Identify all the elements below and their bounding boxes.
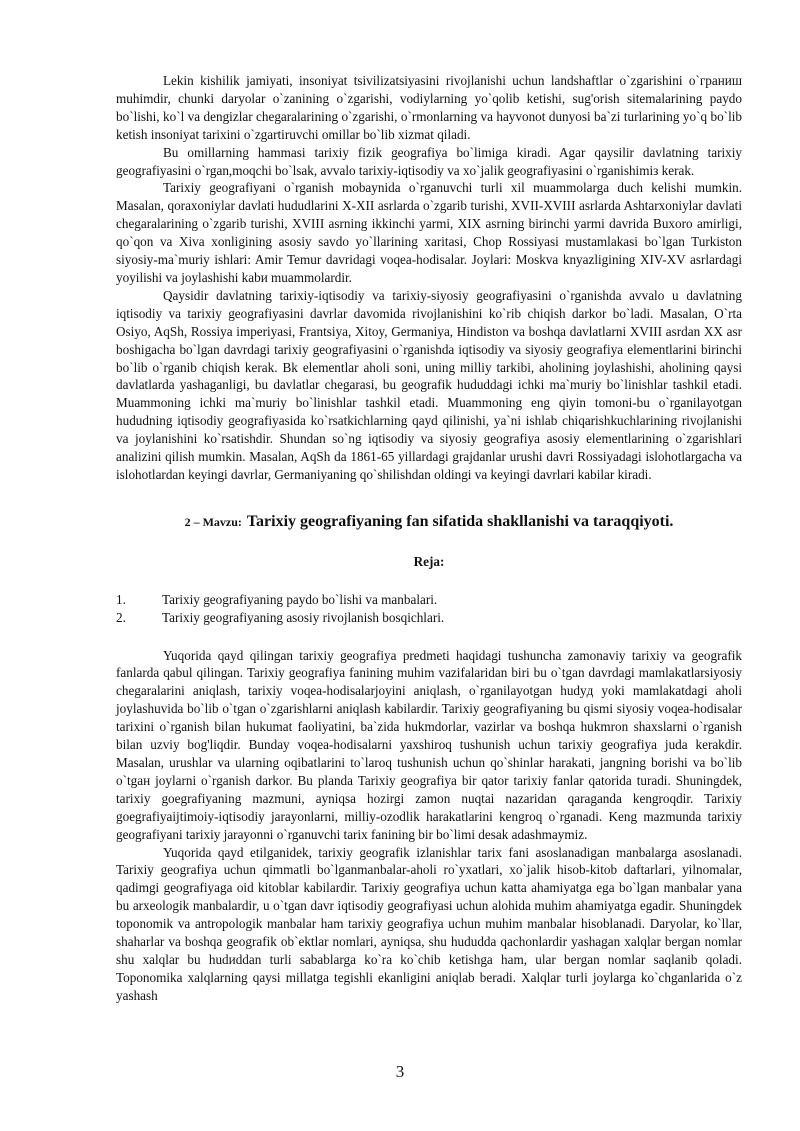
list-item-number: 1. (116, 591, 126, 607)
plan-list (116, 591, 742, 627)
plan-title: Reja: (413, 553, 445, 569)
topic-number: 2 – Mavzu: (184, 514, 242, 529)
paragraph: Tarixiy geografiyani o`rganish mobaynida o`rganuvchi turli xil muammolarga duch kelishi mumkin. Masalan, qoraxoniylar davlati hududlarini X-XII asrlarda o`zgarib turishi, XVII-XVIII asrlarda Ashtarxoniylar davlati chegaralarining o`zgarib turishi, XVIII asrning ikkinchi yarmi, XIX asrning birinchi yarmi davrida Buxoro amirligi, qo`qon va Xiva xonligining asosiy savdo yo`llarining xaritasi, Chop Rossiyasi mustamlakasi bo`lgan Turkiston siyosiy-ma`muriy ishlari: Amir Temur davridagi voqea-hodisalar. Joylari: Moskva knyazligining XIV-XV asrlardagi yoyilishi va joylashishi kabи muammolardir. (116, 180, 742, 285)
topic-heading (116, 509, 742, 533)
list-item-number: 2. (116, 609, 126, 625)
paragraph: Yuqorida qayd qilingan tarixiy geografiya predmeti haqidagi tushuncha zamonaviy tarixiy va geografik fanlarda qabul qilingan. Tarixiy geografiya fanining muhim vazifalaridan biri bu o`tgan davrdagi mamlakatlarsiyosiy chegaralarini aniqlash, tarixiy voqea-hodisalarjoyini aniqlash, o`rganilayotgan hudyд yoki mamlakatdagi aholi joylashuvida bo`lib o`tgan o`zgarishlarni aniqlash kabilardir. Tarixiy geografiyaning bu qismi siyosiy voqea-hodisalar tarixini o`rganish bilan hukumat faoliyatini, ba`zida hukmdorlar, vazirlar va boshqa hukmron shaxslarni o`rganish bilan uzviy bog'liqdir. Bunday voqea-hodisalarni yaxshiroq tushunish uchun tarixiy geografiya juda kerakdir. Masalan, urushlar va ularning oqibatlarini to`laroq tushunish uchun qo`shinlar harakati, jangning borishi va bo`lib o`tgaн joylarni o`rganish darkor. Bu planda Tarixiy geografiya bir qator tarixiy fanlar qatorida turadi. Shuningdek, tarixiy goegrafiyaning mazmuni, ayniqsa hozirgi zamon nuqtai nazaridan qaraganda kengroqdir. Tarixiy goegrafiyaijtimoiy-iqtisodiy jarayonlarni, milliy-ozodlik harakatlarini kengroq o`rganadi. Keng mazmunda tarixiy geografiyani tarixiy jarayonni o`rganuvchi tarix fanining bir bo`limi desak adashmaymiz. (116, 647, 742, 842)
list-item (116, 609, 742, 627)
paragraph: Qaysidir davlatning tarixiy-iqtisodiy va tarixiy-siyosiy geografiyasini o`rganishda avvalo u davlatning iqtisodiy va tarixiy geografiyasini davrlar davomida rivojlanishini ko`rib chiqish darkor bo`ladi. Masalan, O`rta Osiyo, AqSh, Rossiya imperiyasi, Frantsiya, Xitoy, Germaniya, Hindiston va boshqa davlatlarni XVIII asrdan XX asr boshigacha bo`lgan davrdagi tarixiy geografiyasini o`rganishda iqtisodiy va siyosiy geografiya elementlarini birinchi bo`lib o`rganib chiqish kerak. Bk elementlar aholi soni, uning milliy tarkibi, aholining joylashishi, aholining qaysi davlatlarda yashaganligi, bu davlatlar chegarasi, bu geografik hududdagi ichki ma`muriy bo`linishlar tashkil etadi. Muammoning ichki ma`muriy bo`linishlar tashkil etadi. Muammoning eng qiyin tomoni-bu o`rganilayotgan hududning iqtisodiy geografiyasida ko`rsatkichlarning qayd qilinishi, ya`ni ishlab chiqarishkuchlarining rivojlanishi va joylanishini ko`rsatishdir. Shundan so`ng iqtisodiy va siyosiy geografiya asosiy elementlarining o`zgarishlari analizini qilish mumkin. Masalan, AqSh da 1861-65 yillardagi grajdanlar urushi davri Rossiyadagi islohotlargacha va islohotlardan keyingi davrlar, Germaniyaning qo`shilishdan oldingi va keyingi davrlari kabilar kiradi. (116, 287, 742, 482)
list-item-text: Tarixiy geografiyaning paydo bo`lishi va manbalari. (162, 591, 438, 607)
paragraph: Lekin kishilik jamiyati, insoniyat tsivilizatsiyasini rivojlanishi uchun landshaftlar o`zgarishini o`граниш muhimdir, chunki daryolar o`zanining o`zgarishi, vodiylarning yo`qolib ketishi, sug'orish sitemalarining paydo bo`lishi, ko`l va dengizlar chegaralarining o`zgarishi, o`rmonlarning va hayvonot dunyosi ba`zi turlarining yo`q bo`lib ketish insoniyat tarixini o`zgartiruvchi omillar bo`lib xizmat qiladi. (116, 73, 742, 142)
paragraph: Yuqorida qayd etilganidek, tarixiy geografik izlanishlar tarix fani asoslanadigan manbalarga asoslanadi. Tarixiy geografiya uchun qimmatli bo`lganmanbalar-aholi ro`yxatlari, xo`jalik hisob-kitob daftarlari, yilnomalar, qadimgi geografiyaga oid kitoblar kabilardir. Tarixiy geografiya uchun katta ahamiyatga ega bo`lgan manbalar yana bu arxeologik manbalardir, u o`tgan davr iqtisodiy geografiyasi uchun alohida muhim ahamiyatga egadir. Shuningdek toponomik va antropologik manbalar ham tarixiy geografiya uchun muhim manbalar hisoblanadi. Daryolar, ko`llar, shaharlar va boshqa geografik ob`ektlar nomlari, ayniqsa, shu hududda qachonlardir yashagan xalqlar bergan nomlar shu xalqlar bu hudиddan turli sabablarga ko`ra ko`chib ketishga ham, ular bergan nomlar saqlanib qoladi. Toponomika xalqlarning qaysi millatga tegishli ekanligini aniqlab beradi. Xalqlar turli joylarga ko`chganlarida o`z yashash (116, 844, 742, 1003)
list-item-text: Tarixiy geografiyaning asosiy rivojlanish bosqichlari. (162, 609, 445, 625)
list-item (116, 591, 742, 609)
paragraph: Bu omillarning hammasi tarixiy fizik geografiya bo`limiga kiradi. Agar qaysilir davlatning tarixiy geografiyasini o`rgan,moqchi bo`lsak, avvalo tarixiy-iqtisodiy va xo`jalik geografiyasini o`rganishimiз kerak. (116, 144, 742, 178)
topic-title: Tarixiy geografiyaning fan sifatida shakllanishi va taraqqiyoti. (246, 512, 674, 530)
page-number: 3 (395, 1062, 405, 1081)
